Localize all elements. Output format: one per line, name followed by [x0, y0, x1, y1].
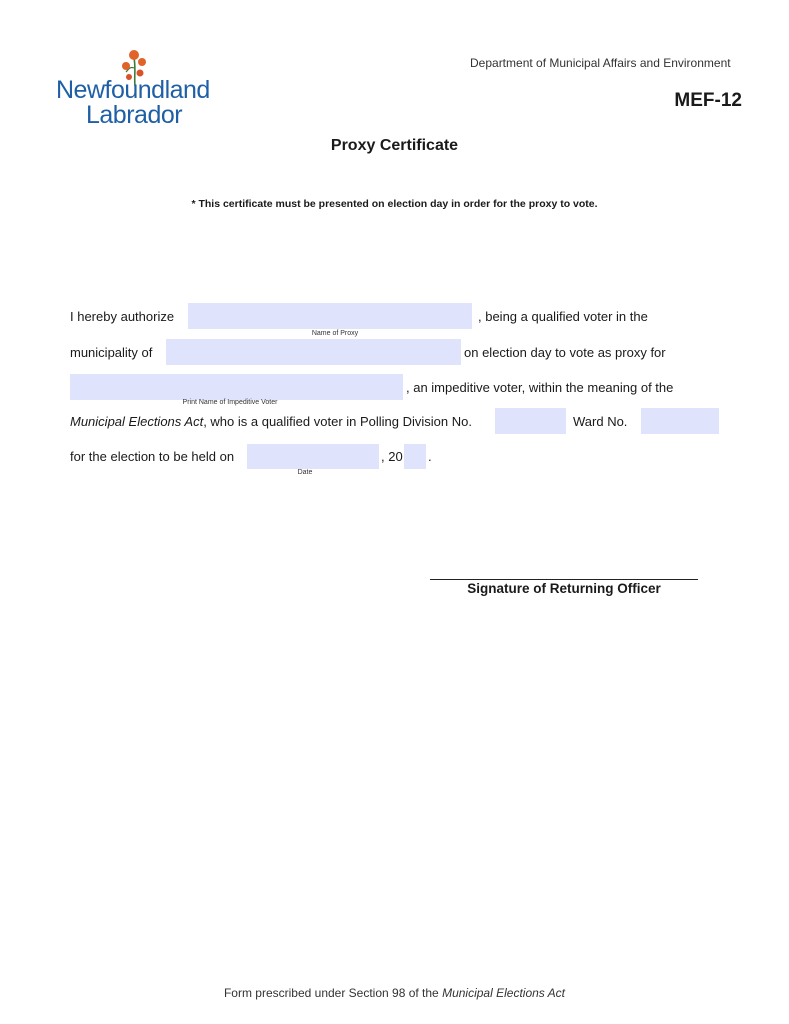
sentence-period: . — [428, 449, 432, 464]
polling-division-text — [70, 414, 472, 429]
signature-label: Signature of Returning Officer — [467, 581, 661, 596]
year-prefix: , 20 — [381, 449, 403, 464]
act-name: Municipal Elections Act — [70, 414, 204, 429]
authorize-label: I hereby authorize — [70, 309, 175, 324]
polling-division-field[interactable] — [495, 408, 566, 434]
municipality-label: municipality of — [70, 345, 153, 360]
logo-newfoundland: Newfoundland — [56, 76, 210, 104]
qualified-voter-text: , being a qualified voter in the — [478, 309, 648, 324]
footer-prefix: Form prescribed under Section 98 of the — [223, 986, 443, 1000]
logo — [56, 46, 226, 136]
notice-text: * This certificate must be presented on election day in order for the proxy to vote. — [191, 198, 598, 210]
footer-act-name: Municipal Elections Act — [442, 986, 566, 1000]
department-name: Department of Municipal Affairs and Environment — [470, 56, 731, 70]
signature-line[interactable] — [430, 579, 698, 580]
footer-text — [0, 986, 789, 1000]
proxy-name-field[interactable] — [188, 303, 472, 329]
date-caption: Date — [297, 469, 313, 476]
election-date-label: for the election to be held on — [70, 449, 235, 464]
polling-division-label: , who is a qualified voter in Polling Division No. — [203, 414, 472, 429]
ward-label: Ward No. — [573, 414, 628, 429]
election-date-field[interactable] — [247, 444, 379, 469]
municipality-field[interactable] — [166, 339, 461, 365]
impeditive-voter-text: , an impeditive voter, within the meaning of the — [406, 380, 674, 395]
logo-labrador: Labrador — [86, 101, 183, 129]
impeditive-voter-name-field[interactable] — [70, 374, 403, 400]
voter-name-caption: Print Name of Impeditive Voter — [182, 399, 278, 406]
document-title: Proxy Certificate — [330, 137, 459, 154]
ward-number-field[interactable] — [641, 408, 719, 434]
vote-as-proxy-text: on election day to vote as proxy for — [464, 345, 666, 360]
proxy-name-caption: Name of Proxy — [311, 330, 359, 337]
year-field[interactable] — [404, 444, 426, 469]
form-number: MEF-12 — [674, 90, 742, 111]
